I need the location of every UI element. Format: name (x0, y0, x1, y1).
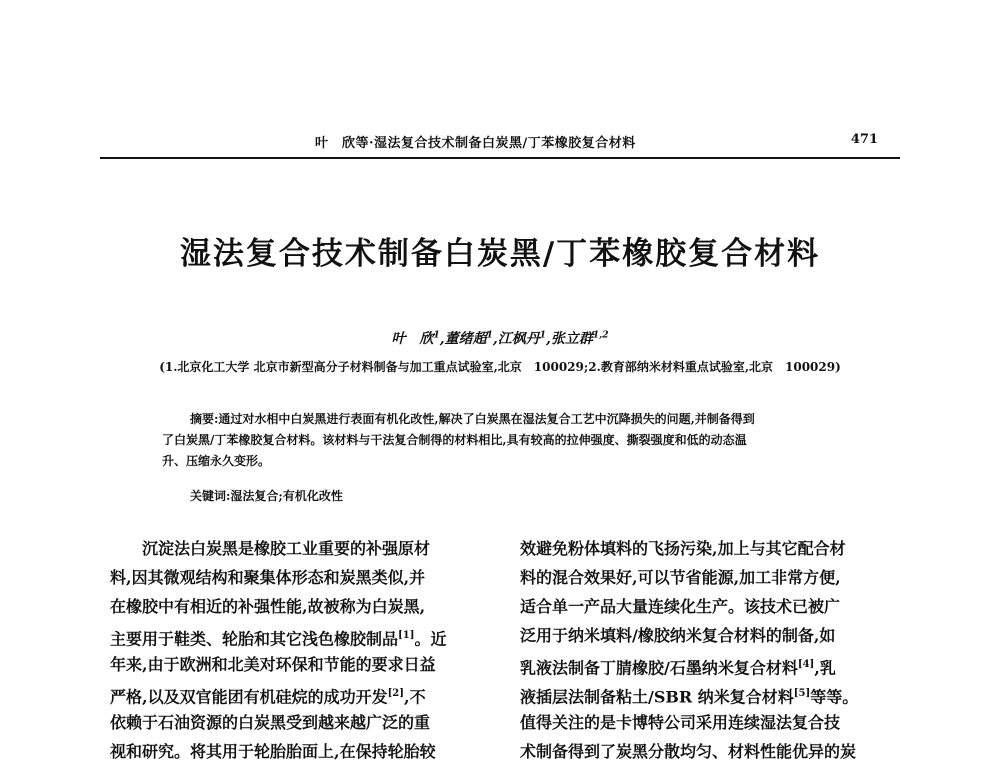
body-line (110, 708, 490, 737)
body-text: 泛用于纳米填料/橡胶纳米复合材料的制备,如 (520, 626, 836, 645)
body-line (110, 592, 490, 621)
author: 叶 欣$^1$, (391, 330, 445, 347)
body-text: 适合单一产品大量连续化生产。该技术已被广 (520, 597, 841, 616)
body-text: 主要用于鞋类、轮胎和其它浅色橡胶制品 (110, 629, 399, 649)
body-text: 料的混合效果好,可以节省能源,加工非常方便, (520, 568, 841, 587)
running-header (100, 130, 900, 152)
body-line (520, 650, 900, 679)
body-line (520, 737, 900, 766)
abstract (162, 409, 842, 472)
running-title: 叶 欣等·湿法复合技术制备白炭黑/丁苯橡胶复合材料 (315, 136, 636, 151)
author-affiliation-mark: 1 (539, 330, 546, 341)
body-line (520, 534, 900, 563)
body-text: 严格,以及双官能团有机硅烷的成功开发 (110, 687, 388, 707)
body-line (110, 650, 490, 679)
body-text: 值得关注的是卡博特公司采用连续湿法复合技 (520, 713, 841, 732)
body-text: 。近 (414, 629, 447, 649)
abstract-line: 了白炭黑/丁苯橡胶复合材料。该材料与干法复合制得的材料相比,具有较高的拉伸强度、撕裂强度和低的动态温 (162, 433, 747, 447)
body-text: ,乳 (814, 658, 836, 678)
paper-title: 湿法复合技术制备白炭黑/丁苯橡胶复合材料 (179, 236, 821, 272)
body-text: 年来,由于欧洲和北美对环保和节能的要求日益 (110, 655, 436, 674)
citation-mark: [5] (793, 688, 811, 699)
body-left-column (110, 534, 490, 766)
body-line (110, 534, 490, 563)
page-number: 471 (850, 132, 878, 147)
body-text: 等等。 (810, 687, 859, 707)
citation-mark: [4] (797, 659, 815, 670)
author-name: 董绪超 (444, 331, 487, 347)
body-text: 视和研究。将其用于轮胎胎面上,在保持轮胎较 (110, 742, 436, 761)
abstract-line: 摘要:通过对水相中白炭黑进行表面有机化改性,解决了白炭黑在湿法复合工艺中沉降损失的问题,并制备得到 (190, 412, 755, 426)
body-line (110, 679, 490, 708)
citation-mark: [2] (387, 688, 404, 699)
body-text: 效避免粉体填料的飞扬污染,加上与其它配合材 (520, 539, 846, 558)
affiliation: (1.北京化工大学 北京市新型高分子材料制备与加工重点试验室,北京 100029;2.教育部纳米材料重点试验室,北京 100029) (159, 360, 841, 374)
body-line (110, 563, 490, 592)
author-affiliation-mark: 1 (433, 330, 440, 341)
author-list (0, 328, 1000, 348)
body-text: 术制备得到了炭黑分散均匀、材料性能优异的炭 (520, 742, 857, 761)
author-name: 叶 欣 (391, 331, 434, 347)
body-line (520, 563, 900, 592)
body-line (520, 621, 900, 650)
body-text: 液插层法制备粘土/SBR 纳米复合材料 (520, 687, 794, 707)
author-affiliation-mark: 1,2 (592, 330, 609, 341)
body-line (110, 737, 490, 766)
body-text: ,不 (404, 687, 426, 707)
body-text: 料,因其微观结构和聚集体形态和炭黑类似,并 (110, 568, 426, 587)
author: 董绪超$^1$, (444, 330, 498, 347)
author-name: 江枫丹 (497, 331, 540, 347)
author-name: 张立群 (550, 331, 593, 347)
author-affiliation-mark: 1 (486, 330, 493, 341)
body-line (520, 592, 900, 621)
body-line (520, 708, 900, 737)
body-text: 依赖于石油资源的白炭黑受到越来越广泛的重 (110, 713, 431, 732)
body-line (520, 679, 900, 708)
author (551, 331, 609, 347)
header-rule (100, 157, 900, 159)
citation-mark: [1] (398, 630, 415, 641)
body-text: 在橡胶中有相近的补强性能,故被称为白炭黑, (110, 597, 426, 616)
keywords: 关键词:湿法复合;有机化改性 (190, 489, 343, 503)
body-text: 沉淀法白炭黑是橡胶工业重要的补强原材 (142, 539, 431, 558)
body-right-column (520, 534, 900, 766)
body-line (110, 621, 490, 650)
body-text: 乳液法制备丁腈橡胶/石墨纳米复合材料 (520, 658, 798, 678)
abstract-line: 升、压缩永久变形。 (162, 454, 271, 468)
author: 江枫丹$^1$, (497, 330, 551, 347)
